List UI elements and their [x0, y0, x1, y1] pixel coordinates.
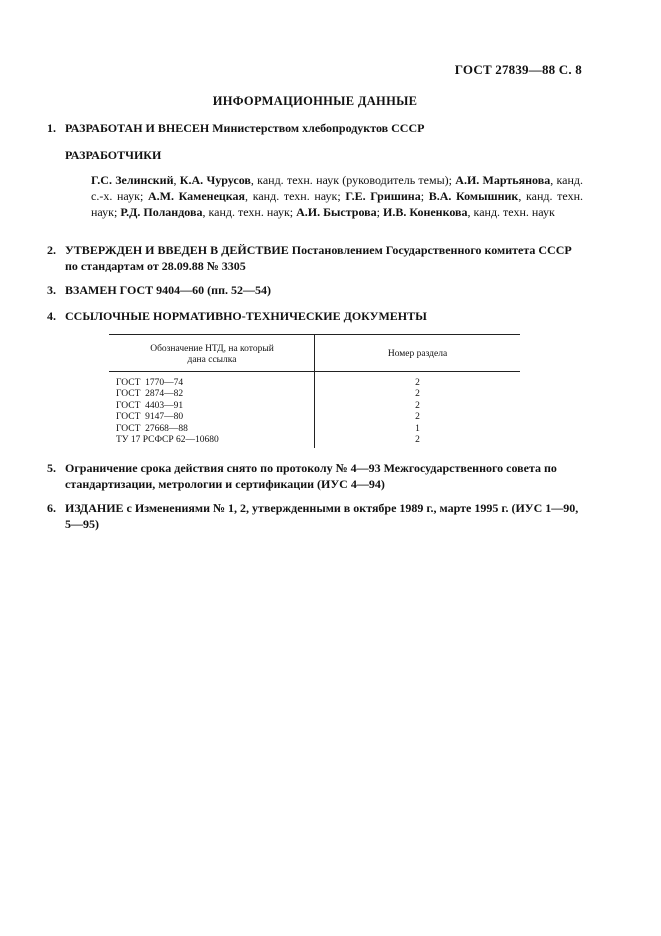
developer-name: А.М. Каменецкая: [147, 189, 246, 203]
table-row: [109, 401, 520, 412]
developer-role: ;: [376, 205, 383, 219]
developers-heading: РАЗРАБОТЧИКИ: [65, 148, 162, 162]
section-3: [47, 282, 585, 298]
table-row: [109, 412, 520, 423]
developer-role: , канд. техн. наук;: [91, 189, 583, 219]
developer-role: , канд. техн. наук;: [202, 205, 297, 219]
developer-name: К.А. Чурусов: [179, 173, 251, 187]
header-line: Обозначение НТД, на который: [150, 344, 274, 354]
section-4-text: ССЫЛОЧНЫЕ НОРМАТИВНО-ТЕХНИЧЕСКИЕ ДОКУМЕНТЫ: [65, 309, 427, 323]
developer-role: ,: [173, 173, 180, 187]
section-number: 5.: [47, 461, 56, 475]
developers-list: [91, 172, 583, 220]
developer-name: И.В. Коненкова: [383, 205, 468, 219]
row-section: 2: [415, 378, 420, 388]
row-document: ГОСТ 27668—88: [116, 423, 188, 434]
reference-table: [109, 334, 520, 446]
section-number: 3.: [47, 283, 56, 297]
row-section: 1: [415, 423, 420, 434]
document-title: ИНФОРМАЦИОННЫЕ ДАННЫЕ: [212, 94, 418, 108]
developer-name: Р.Д. Поландова: [120, 205, 203, 219]
page-header: ГОСТ 27839—88 С. 8: [454, 62, 582, 77]
table-row: [109, 435, 520, 446]
row-section: 2: [415, 434, 420, 445]
developer-name: А.И. Мартьянова: [455, 173, 551, 187]
developer-role: , канд. техн. наук: [467, 205, 555, 219]
section-number: 4.: [47, 309, 56, 323]
row-document: ГОСТ 1770—74: [116, 378, 184, 388]
row-document: ГОСТ 9147—80: [116, 412, 184, 423]
section-6-text: ИЗДАНИЕ с Изменениями № 1, 2, утвержденными в октябре 1989 г., марте 1995 г. (ИУС 1—90, 5—95): [65, 501, 579, 531]
developer-name: Г.Е. Гришина: [345, 189, 421, 203]
table-header-section: Номер раздела: [387, 349, 448, 359]
table-row: [109, 378, 520, 389]
row-section: 2: [415, 389, 420, 400]
section-number: 2.: [47, 243, 56, 257]
developer-role: , канд. с.-х. наук;: [91, 173, 584, 203]
table-row: [109, 389, 520, 400]
section-2-text: Постановлением Государственного комитета СССР по стандартам от 28.09.88 № 3305: [65, 243, 572, 273]
section-1-text: Министерством хлебопродуктов СССР: [209, 121, 425, 135]
table-header-document: [109, 344, 315, 366]
section-3-text: ВЗАМЕН ГОСТ 9404—60 (пп. 52—54): [65, 283, 271, 297]
section-2: [47, 242, 585, 274]
section-4: [47, 308, 585, 324]
section-number: 1.: [47, 121, 56, 135]
section-1: [47, 120, 585, 136]
section-6: [47, 500, 585, 532]
row-section: 2: [415, 400, 420, 411]
section-number: 6.: [47, 501, 56, 515]
developer-role: , канд. техн. наук (руководитель темы);: [250, 173, 456, 187]
row-document: ТУ 17 РСФСР 62—10680: [116, 434, 219, 445]
table-body: [109, 372, 520, 446]
row-document: ГОСТ 2874—82: [116, 389, 184, 400]
section-5-text: Ограничение срока действия снято по протоколу № 4—93 Межгосударственного совета по стандартизации, метрологии и сертификации (ИУС 4—94): [65, 461, 557, 491]
developer-name: В.А. Комышник: [428, 189, 519, 203]
table-row: [109, 424, 520, 435]
developer-name: А.И. Быстрова: [296, 205, 377, 219]
row-document: ГОСТ 4403—91: [116, 400, 184, 411]
section-5: [47, 460, 585, 492]
row-section: 2: [415, 412, 420, 423]
table-header: [109, 335, 520, 372]
developer-role: ;: [420, 189, 429, 203]
section-1-label: РАЗРАБОТАН И ВНЕСЕН: [65, 121, 210, 135]
developer-role: , канд. техн. наук;: [245, 189, 346, 203]
developer-name: Г.С. Зелинский: [91, 173, 174, 187]
section-2-label: УТВЕРЖДЕН И ВВЕДЕН В ДЕЙСТВИЕ: [65, 243, 289, 257]
header-line: дана ссылка: [187, 355, 237, 365]
